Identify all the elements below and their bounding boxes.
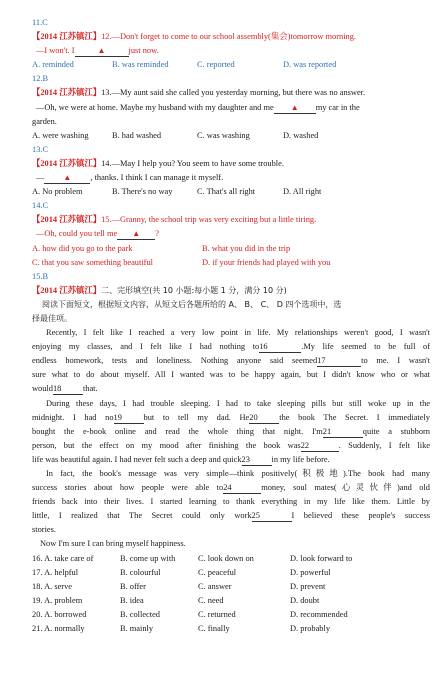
cloze-options-18: 18. A. serve B. offer C. answer D. prevent (32, 581, 326, 591)
cloze-paragraph-3: In fact, the book's message was very simple—think positively(积极地).The book had many success stories about how people were able to24 money, soul mates(心灵伙伴)and old friends back into their lives. I started learning to thank everything in my life like them. Little by little, I realized that The Secret could only work25 I believed these people's success stories. (32, 469, 430, 535)
cloze-paragraph-1: Recently, I felt like I reached a very low point in life. My relationships weren't good, I wasn't enjoying my classes, and I felt like I had nothing to16 .My life seemed to be full of endless homework, tests and loneliness. Nothing anyone said seemed17 to me. I wasn't sure what to do about myself. All I wanted was to be happy again, but I didn't know who or what would18 that. (32, 328, 431, 394)
cloze-instruction-2: 择最佳项。 (32, 313, 72, 323)
cloze-options-19: 19. A. problem B. idea C. need D. doubt (32, 595, 320, 605)
triangle-icon: ▲ (63, 173, 72, 183)
triangle-icon: ▲ (97, 46, 106, 56)
option: A. No problem (32, 187, 83, 197)
question-13-line2: —Oh, we were at home. Maybe my husband with my daughter and me ▲ my car in the (36, 102, 360, 112)
blank-20: 20 (249, 412, 279, 424)
blank (44, 172, 90, 184)
option: D. was reported (283, 60, 337, 70)
blank (75, 45, 129, 57)
option: B. was reminded (112, 60, 169, 70)
answer-14: 14.C (32, 201, 49, 211)
option: A. were washing (32, 130, 89, 140)
question-13-line3: garden. (32, 116, 57, 126)
option: B. had washed (112, 130, 162, 140)
cloze-options-17: 17. A. helpful B. colourful C. peaceful D. powerful (32, 567, 331, 577)
blank-16: 16 (259, 341, 301, 353)
options-13 (32, 129, 430, 143)
triangle-icon: ▲ (132, 229, 141, 239)
options-14 (32, 185, 430, 199)
triangle-icon: ▲ (290, 102, 299, 112)
option: B. what you did in the trip (202, 243, 291, 253)
cloze-options-21: 21. A. normally B. mainly C. finally D. probably (32, 624, 331, 634)
blank-17: 17 (317, 355, 361, 367)
option: B. There's no way (112, 187, 173, 197)
options-12 (32, 58, 430, 72)
cloze-options-20: 20. A. borrowed B. collected C. returned D. recommended (32, 609, 348, 619)
blank-18: 18 (53, 383, 83, 395)
option: A. reminded (32, 60, 74, 70)
question-14-line2: — ▲ , thanks. I think I can manage it myself. (36, 173, 224, 183)
cloze-instruction: 阅读下面短文，根据短文内容，从短文后各题所给的 A、 B、 C、 D 四个选项中，选 (42, 299, 342, 309)
cloze-paragraph-2: During these days, I had trouble sleeping. I had to take sleeping pills but still woke up in the midnight. I had no19 but to tell my dad. He20 the book The Secret. I immediately bought the e-book online and read the whole thing that night. I'm21 quite a stubborn person, but the effect on my mood after finishing the book was22 . Suddenly, I felt like life was beautiful again. I had never felt such a deep and quick23 in my life before. (32, 398, 430, 464)
option: A. how did you go to the park (32, 243, 133, 253)
blank-21: 21 (323, 426, 363, 438)
option: C. That's all right (197, 187, 256, 197)
blank-19: 19 (114, 412, 144, 424)
cloze-header: 【2014 江苏镇江】二、完形填空(共 10 小题:每小题 1 分，满分 10 分) (32, 285, 287, 295)
question-15-line2: —Oh, could you tell me ▲ ? (36, 229, 159, 239)
options-15-row1 (32, 242, 430, 256)
answer-11: 11.C (32, 18, 48, 27)
cloze-options-16: 16. A. take care of B. come up with C. look down on D. look forward to (32, 553, 353, 563)
question-text: 12.—Don't forget to come to our school assembly(集会)tomorrow morning. (101, 32, 356, 42)
option: D. if your friends had played with you (202, 257, 331, 267)
blank-24: 24 (223, 482, 261, 494)
blank-25: 25 (252, 510, 292, 522)
question-15: 【2014 江苏镇江】15.—Granny, the school trip was very exciting but a little tiring. (32, 215, 317, 225)
option: C. that you saw something beautiful (32, 257, 153, 267)
blank-23: 23 (242, 454, 272, 466)
answer-15: 15.B (32, 271, 49, 281)
question-12-line2: —I won't. I ▲ just now. (36, 46, 159, 56)
answer-13: 13.C (32, 144, 49, 154)
blank (274, 102, 316, 114)
question-12 (32, 30, 430, 44)
cloze-paragraph-4: Now I'm sure I can bring myself happiness. (40, 539, 186, 549)
question-13: 【2014 江苏镇江】13.—My aunt said she called you yesterday morning, but there was no answer. (32, 88, 366, 98)
option: C. was washing (197, 130, 250, 140)
source-tag: 【2014 江苏镇江】 (32, 32, 102, 42)
option: C. reported (197, 60, 235, 70)
option: D. All right (283, 187, 322, 197)
options-15-row2 (32, 256, 430, 270)
option: D. washed (283, 130, 319, 140)
blank (117, 228, 155, 240)
question-14: 【2014 江苏镇江】14.—May I help you? You seem to have some trouble. (32, 158, 284, 168)
answer-12: 12.B (32, 74, 49, 84)
blank-22: 22 (301, 440, 339, 452)
